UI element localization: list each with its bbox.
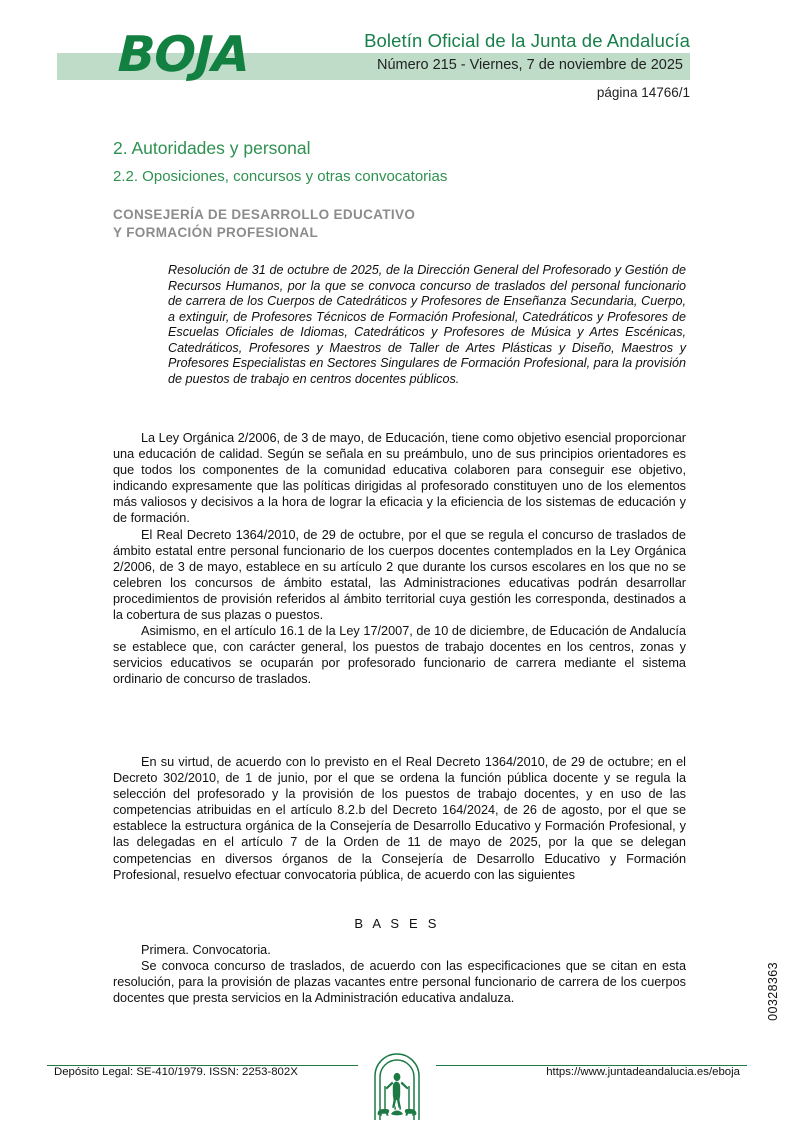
body-paragraphs-top [113, 430, 686, 688]
section-heading: 2. Autoridades y personal [113, 138, 311, 158]
page-header [0, 0, 794, 118]
paragraph: Se convoca concurso de traslados, de acuerdo con las especificaciones que se citan en esta resolución, para la provisión de plazas vacantes entre personal funcionario de carrera de los cuerpos docentes que presta servicios en la Administración educativa andaluza. [113, 959, 686, 1006]
boja-logo: BOJA [117, 26, 251, 83]
subsection-heading: 2.2. Oposiciones, concursos y otras convocatorias [113, 168, 448, 185]
bulletin-title: Boletín Oficial de la Junta de Andalucía [364, 30, 690, 51]
bulletin-issue-date: Número 215 - Viernes, 7 de noviembre de 2025 [376, 57, 683, 73]
footer-eboja-link[interactable]: https://www.juntadeandalucia.es/eboja [546, 1066, 740, 1078]
bases-heading: B A S E S [354, 916, 440, 931]
paragraph: Primera. Convocatoria. [141, 943, 271, 957]
resolution-summary: Resolución de 31 de octubre de 2025, de la Dirección General del Profesorado y Gestión de Recursos Humanos, por la que se convoca concurso de traslados del personal funcionario de carrera de los Cuerpos de Catedráticos y Profesores de Enseñanza Secundaria, Cuerpo, a extinguir, de Profesores Técnicos de Formación Profesional, Catedráticos y Profesores de Escuelas Oficiales de Idiomas, Catedráticos y Profesores de Música y Artes Escénicas, Catedráticos, Profesores y Maestros de Taller de Artes Plásticas y Diseño, Maestros y Profesores Especialistas en Sectores Singulares de Formación Profesional, para la provisión de puestos de trabajo en centros docentes públicos. [168, 263, 687, 386]
department-line-1: CONSEJERÍA DE DESARROLLO EDUCATIVO [113, 207, 416, 222]
paragraph: En su virtud, de acuerdo con lo previsto en el Real Decreto 1364/2010, de 29 de octubre; en el Decreto 302/2010, de 1 de junio, por el que se ordena la función pública docente y se regula la selección del profesorado y la provisión de los puestos de trabajo docentes, y en uso de las competencias atribuidas en el artículo 8.2.b del Decreto 164/2024, de 26 de agosto, por el que se establece la estructura orgánica de la Consejería de Desarrollo Educativo y Formación Profesional, y las delegadas en el artículo 7 de la Orden de 11 de mayo de 2025, por la que se delegan competencias en diversos órganos de la Consejería de Desarrollo Educativo y Formación Profesional, resuelvo efectuar convocatoria pública, de acuerdo con las siguientes [113, 755, 686, 882]
document-side-code: 00328363 [766, 962, 780, 1021]
paragraph: El Real Decreto 1364/2010, de 29 de octubre, por el que se regula el concurso de traslados de ámbito estatal entre personal funcionario de los cuerpos docentes contemplados en la Ley Orgánica 2/2006, de 3 de mayo, establece en su artículo 2 que durante los cursos escolares en los que no se celebren los concursos de ámbito estatal, las Administraciones educativas podrán desarrollar procedimientos de provisión referidos al ámbito territorial cuya gestión les corresponda, destinados a la cobertura de sus plazas o puestos. [113, 527, 686, 623]
paragraph: Asimismo, en el artículo 16.1 de la Ley 17/2007, de 10 de diciembre, de Educación de Andalucía se establece que, con carácter general, los puestos de trabajo docentes en los centros, zonas y servicios educativos se ocuparán por profesorado funcionario de carrera mediante el sistema ordinario de concurso de traslados. [113, 624, 686, 687]
paragraph: La Ley Orgánica 2/2006, de 3 de mayo, de Educación, tiene como objetivo esencial proporcionar una educación de calidad. Según se señala en su preámbulo, uno de sus principios orientadores es que todos los componentes de la comunidad educativa colaboren para conseguir ese objetivo, indicando expresamente que las políticas dirigidas al profesorado constituyen uno de los elementos más valiosos y decisivos a la hora de lograr la eficacia y la eficiencia de los sistemas de educación y de formación. [113, 431, 686, 526]
andalusia-coat-of-arms-icon [371, 1052, 423, 1122]
footer-legal-deposit: Depósito Legal: SE-410/1979. ISSN: 2253-802X [54, 1066, 298, 1078]
department-line-2: Y FORMACIÓN PROFESIONAL [113, 225, 319, 240]
body-paragraphs-middle [113, 754, 686, 883]
department-heading [113, 206, 415, 242]
body-paragraphs-bottom [113, 942, 686, 1006]
page-number-label: página 14766/1 [596, 85, 690, 100]
